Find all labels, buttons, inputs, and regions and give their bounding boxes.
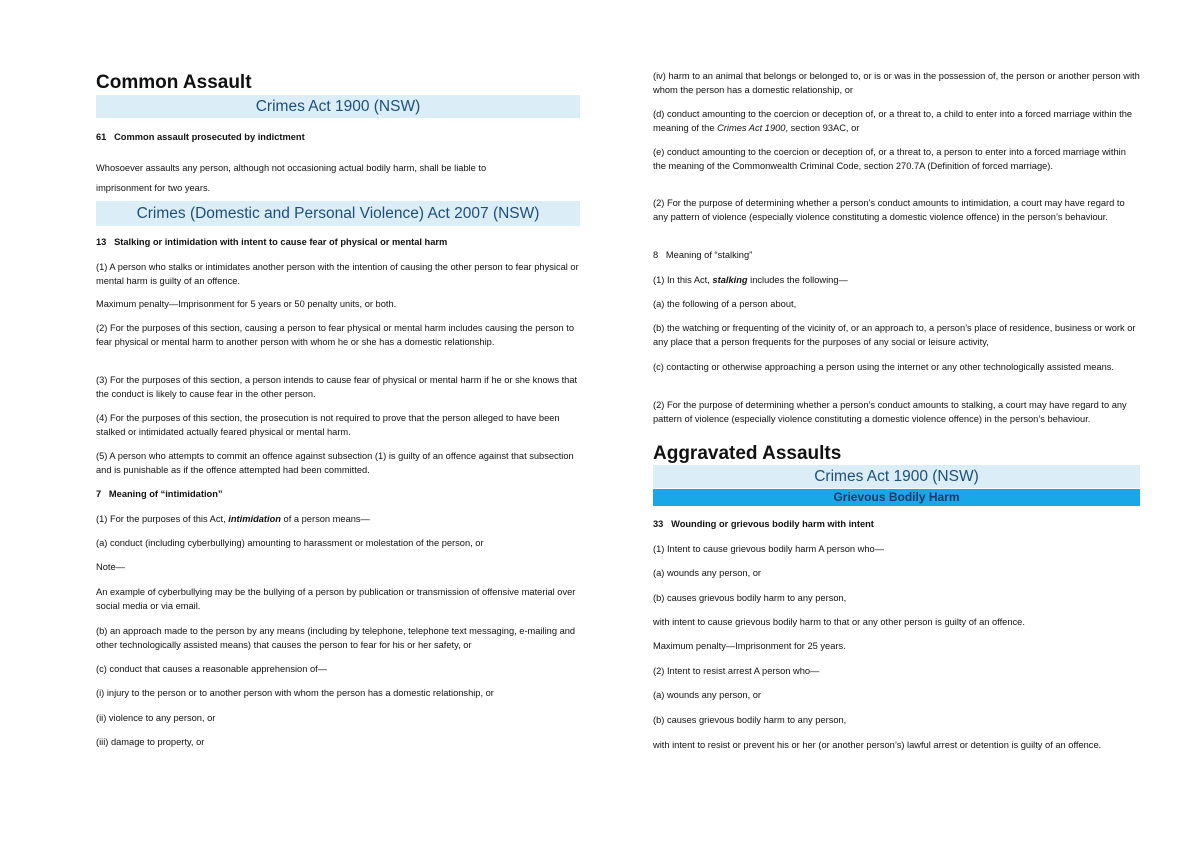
section-13-5: (5) A person who attempts to commit an offence against subsection (1) is guilty of an offence against that subsection and is punishable as if the offence attempted had been committed. bbox=[96, 451, 574, 475]
section-13-4: (4) For the purposes of this section, the prosecution is not required to prove that the person alleged to have been stalked or intimidated actually feared physical or mental harm. bbox=[96, 413, 560, 437]
section-13-2: (2) For the purposes of this section, causing a person to fear physical or mental harm includes causing the person to fear physical or mental harm to another person with whom he or she has a domestic relationship. bbox=[96, 323, 575, 347]
section-7-2: (2) For the purpose of determining whether a person’s conduct amounts to intimidation, a court may have regard to any pattern of violence (especially violence constituting a domestic violence offence) in the person’s behaviour. bbox=[653, 198, 1125, 222]
section-7-d: (d) conduct amounting to the coercion or deception of, or a threat to, a child to enter into a forced marriage within the meaning of the Crimes Act 1900, section 93AC, or bbox=[653, 109, 1133, 133]
page-title: Common Assault bbox=[96, 72, 252, 93]
act-heading-dpv-act: Crimes (Domestic and Personal Violence) Act 2007 (NSW) bbox=[96, 201, 580, 226]
section-8-c: (c) contacting or otherwise approaching a person using the internet or any other technologically assisted means. bbox=[653, 362, 1114, 372]
section-33-1: (1) Intent to cause grievous bodily harm A person who— bbox=[653, 544, 884, 554]
section-61-text-cont: imprisonment for two years. bbox=[96, 183, 211, 193]
section-33-1-text: with intent to cause grievous bodily harm to that or any other person is guilty of an offence. bbox=[653, 617, 1025, 627]
section-7-c-i: (i) injury to the person or to another person with whom the person has a domestic relationship, or bbox=[96, 688, 494, 698]
section-7-note: Note— bbox=[96, 562, 125, 572]
section-33-heading: 33 Wounding or grievous bodily harm with intent bbox=[653, 519, 874, 529]
section-8-1: (1) In this Act, stalking includes the following— bbox=[653, 275, 848, 285]
section-7-b: (b) an approach made to the person by any means (including by telephone, telephone text messaging, e-mailing and other technologically assisted means) that causes the person to fear for his or her safety, or bbox=[96, 626, 576, 650]
section-8-a: (a) the following of a person about, bbox=[653, 299, 797, 309]
section-7-c-iv: (iv) harm to an animal that belongs or belonged to, or is or was in the possession of, the person or another person with whom the person has a domestic relationship, or bbox=[653, 71, 1140, 95]
subheading-gbh: Grievous Bodily Harm bbox=[653, 489, 1140, 506]
section-33-2: (2) Intent to resist arrest A person who— bbox=[653, 666, 820, 676]
section-7-heading: 7 Meaning of “intimidation” bbox=[96, 489, 223, 499]
section-7-c-ii: (ii) violence to any person, or bbox=[96, 713, 216, 723]
section-33-penalty: Maximum penalty—Imprisonment for 25 years. bbox=[653, 641, 846, 651]
section-7-c: (c) conduct that causes a reasonable apprehension of— bbox=[96, 664, 328, 674]
section-7-1: (1) For the purposes of this Act, intimidation of a person means— bbox=[96, 514, 370, 524]
section-8-b: (b) the watching or frequenting of the vicinity of, or an approach to, a person’s place of residence, business or work or any place that a person frequents for the purposes of any social or leisure activity, bbox=[653, 323, 1136, 347]
section-33-2-text: with intent to resist or prevent his or her (or another person’s) lawful arrest or detention is guilty of an offence. bbox=[653, 740, 1102, 750]
act-heading-crimes-act-2: Crimes Act 1900 (NSW) bbox=[653, 465, 1140, 488]
section-title-aggravated: Aggravated Assaults bbox=[653, 443, 842, 464]
section-7-e: (e) conduct amounting to the coercion or deception of, or a threat to, a person to enter into a forced marriage within the meaning of the Commonwealth Criminal Code, section 270.7A (Definition of forced marriage). bbox=[653, 147, 1126, 171]
act-heading-crimes-act: Crimes Act 1900 (NSW) bbox=[96, 95, 580, 118]
section-7-c-iii: (iii) damage to property, or bbox=[96, 737, 205, 747]
section-61-heading: 61 Common assault prosecuted by indictment bbox=[96, 132, 305, 142]
section-13-heading: 13 Stalking or intimidation with intent to cause fear of physical or mental harm bbox=[96, 237, 448, 247]
section-7-note-text: An example of cyberbullying may be the bullying of a person by publication or transmission of offensive material over social media or via email. bbox=[96, 587, 576, 611]
section-33-2-a: (a) wounds any person, or bbox=[653, 690, 762, 700]
section-13-penalty: Maximum penalty—Imprisonment for 5 years or 50 penalty units, or both. bbox=[96, 299, 397, 309]
section-13-1: (1) A person who stalks or intimidates another person with the intention of causing the other person to fear physical or mental harm is guilty of an offence. bbox=[96, 262, 579, 286]
section-8-2: (2) For the purpose of determining whether a person’s conduct amounts to stalking, a court may have regard to any pattern of violence (especially violence constituting a domestic violence offence) in the person’s behaviour. bbox=[653, 400, 1127, 424]
section-7-a: (a) conduct (including cyberbullying) amounting to harassment or molestation of the person, or bbox=[96, 538, 484, 548]
section-33-1-a: (a) wounds any person, or bbox=[653, 568, 762, 578]
section-13-3: (3) For the purposes of this section, a person intends to cause fear of physical or mental harm if he or she knows that the conduct is likely to cause fear in the other person. bbox=[96, 375, 578, 399]
section-8-heading: 8 Meaning of “stalking” bbox=[653, 250, 753, 260]
section-33-1-b: (b) causes grievous bodily harm to any person, bbox=[653, 593, 847, 603]
section-61-text: Whosoever assaults any person, although not occasioning actual bodily harm, shall be liable to bbox=[96, 163, 487, 173]
section-33-2-b: (b) causes grievous bodily harm to any person, bbox=[653, 715, 847, 725]
